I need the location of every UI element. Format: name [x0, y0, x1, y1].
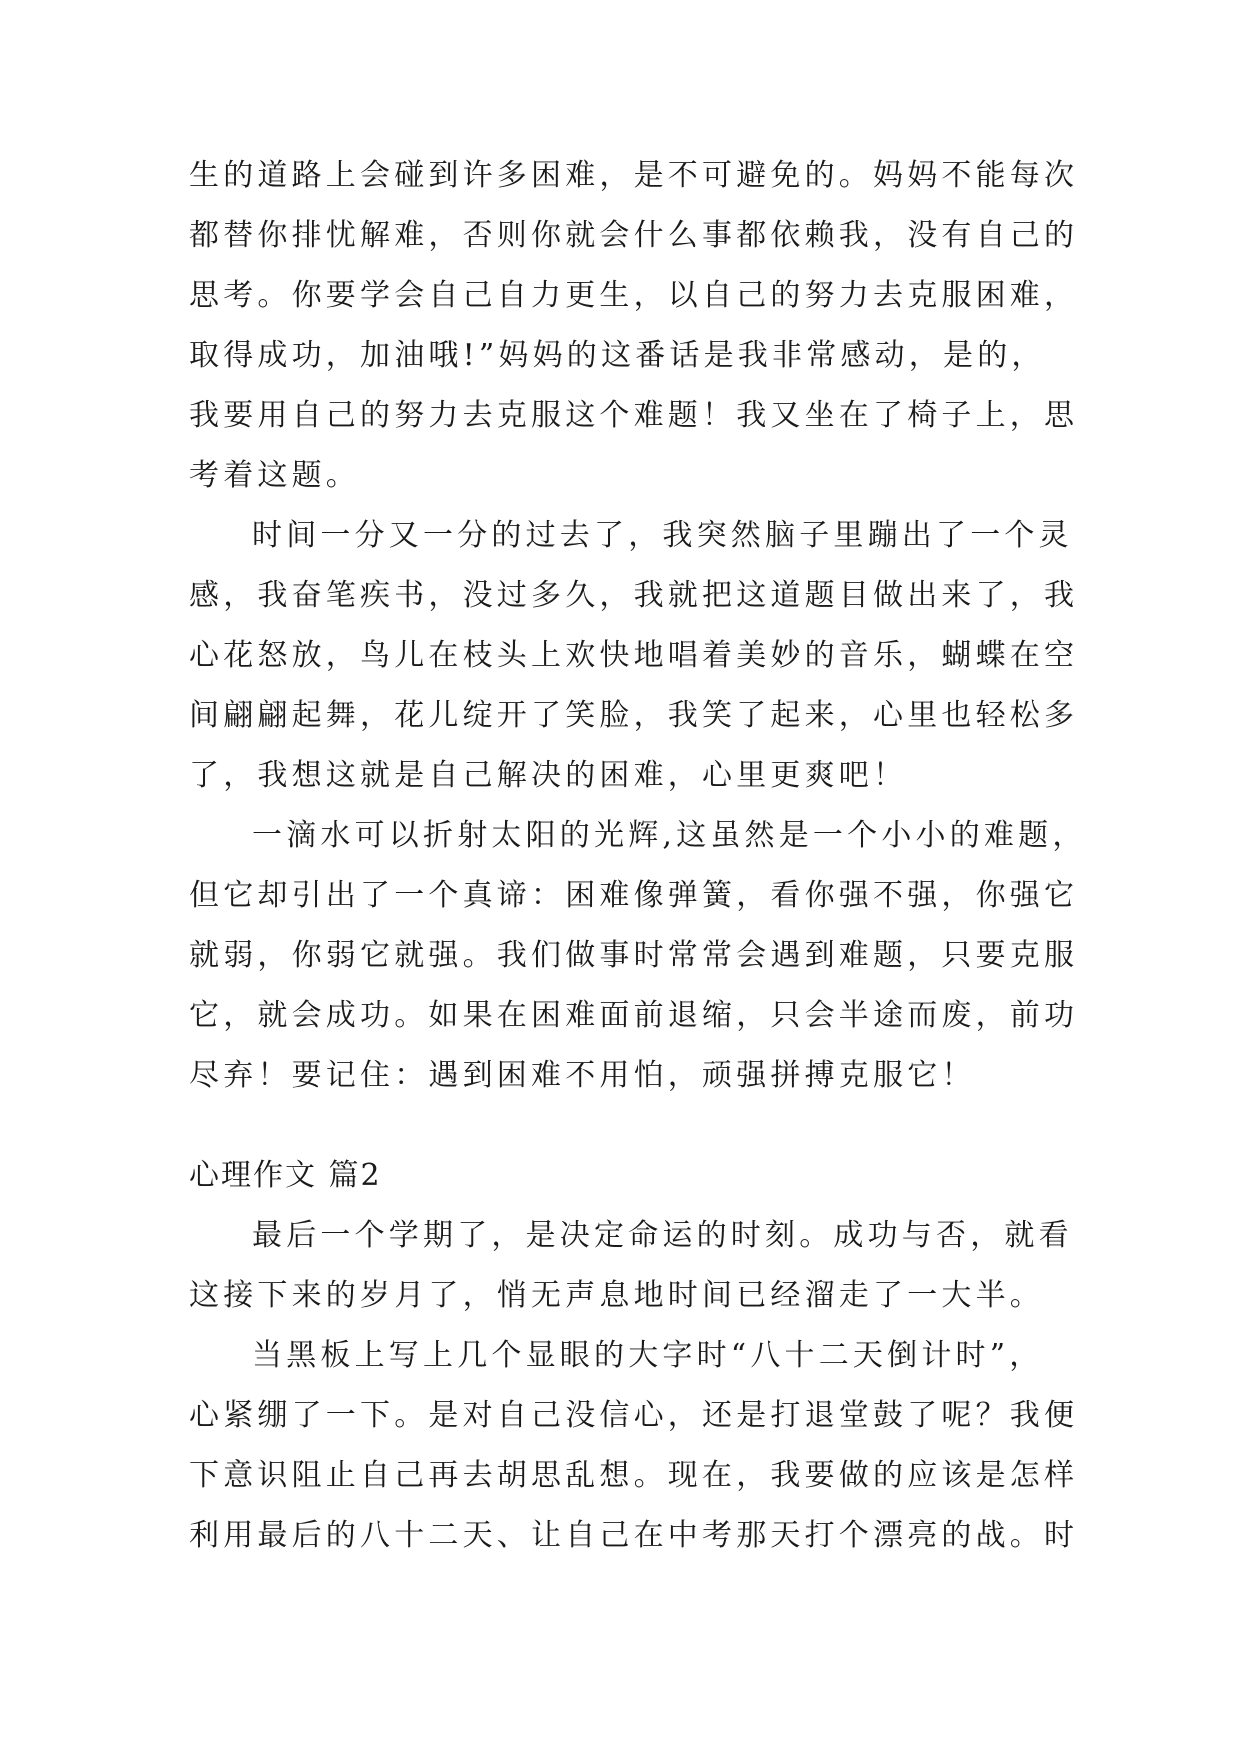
- paragraph-start-line: 一滴水可以折射太阳的光辉,这虽然是一个小小的难题，: [252, 818, 1087, 853]
- section-heading: 心理作文 篇2: [189, 1158, 382, 1193]
- text-line: 考着这题。: [189, 458, 360, 493]
- text-line: 就弱，你弱它就强。我们做事时常常会遇到难题，只要克服: [189, 938, 1079, 973]
- text-line: 它，就会成功。如果在困难面前退缩，只会半途而废，前功: [189, 998, 1079, 1033]
- text-line: 下意识阻止自己再去胡思乱想。现在，我要做的应该是怎样: [189, 1458, 1079, 1493]
- paragraph-start-line: 时间一分又一分的过去了，我突然脑子里蹦出了一个灵: [252, 518, 1073, 553]
- text-line: 这接下来的岁月了，悄无声息地时间已经溜走了一大半。: [189, 1278, 1044, 1313]
- text-line: 间翩翩起舞，花儿绽开了笑脸，我笑了起来，心里也轻松多: [189, 698, 1079, 733]
- text-line: 心花怒放，鸟儿在枝头上欢快地唱着美妙的音乐，蝴蝶在空: [189, 638, 1079, 673]
- text-line: 尽弃！要记住：遇到困难不用怕，顽强拼搏克服它！: [189, 1058, 976, 1093]
- text-line: 了，我想这就是自己解决的困难，心里更爽吧！: [189, 758, 908, 793]
- text-line: 我要用自己的努力去克服这个难题！我又坐在了椅子上，思: [189, 398, 1079, 433]
- paragraph-start-line: 最后一个学期了，是决定命运的时刻。成功与否，就看: [252, 1218, 1073, 1253]
- text-line: 取得成功，加油哦!”妈妈的这番话是我非常感动，是的，: [189, 338, 1046, 373]
- text-line: 都替你排忧解难，否则你就会什么事都依赖我，没有自己的: [189, 218, 1079, 253]
- text-line: 感，我奋笔疾书，没过多久，我就把这道题目做出来了，我: [189, 578, 1079, 613]
- text-line: 但它却引出了一个真谛：困难像弹簧，看你强不强，你强它: [189, 878, 1079, 913]
- paragraph-start-line: 当黑板上写上几个显眼的大字时“八十二天倒计时”，: [252, 1338, 1044, 1373]
- text-line: 利用最后的八十二天、让自己在中考那天打个漂亮的战。时: [189, 1518, 1079, 1553]
- text-line: 生的道路上会碰到许多困难，是不可避免的。妈妈不能每次: [189, 158, 1079, 193]
- text-line: 思考。你要学会自己自力更生，以自己的努力去克服困难，: [189, 278, 1079, 313]
- text-line: 心紧绷了一下。是对自己没信心，还是打退堂鼓了呢？我便: [189, 1398, 1079, 1433]
